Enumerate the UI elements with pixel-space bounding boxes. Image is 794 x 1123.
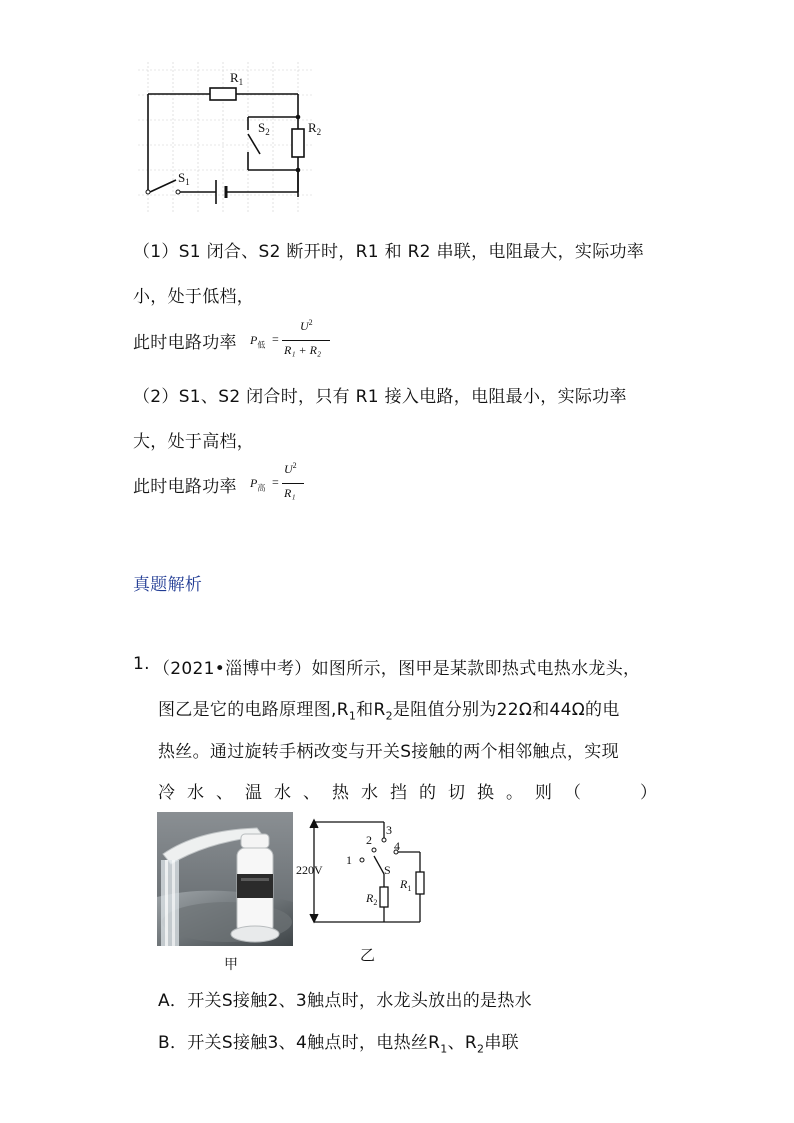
r2-label: R <box>308 120 317 135</box>
question-line4: 冷水、温水、热水挡的切换。则（ <box>158 783 593 803</box>
svg-text:R2: $R_2$ <box>308 120 322 137</box>
resistor-r2 <box>292 129 304 157</box>
figure-label-jia: 甲 <box>224 958 239 973</box>
resistor-r1-circuit2 <box>416 872 424 894</box>
para2-formula-prefix: 此时电路功率 <box>133 477 237 497</box>
formula-low-power: $P_低$ = $U^2$ R₁ + R₂ <box>250 318 340 364</box>
option-a[interactable]: A．开关S接触2、3触点时，水龙头放出的是热水 <box>158 991 532 1011</box>
question-line1: （2021•淄博中考）如图所示，图甲是某款即热式电热水龙头， <box>153 659 641 679</box>
svg-text:R1: $R_1$ <box>400 877 412 893</box>
s2-label: S <box>258 120 266 135</box>
faucet-photo <box>157 812 293 946</box>
svg-text:4: 4 <box>394 839 400 853</box>
para1-line1: （1）S1 闭合、S2 断开时，R1 和 R2 串联，电阻最大，实际功率 <box>133 242 645 262</box>
answer-blank-close: ） <box>640 783 658 803</box>
para1-formula-prefix: 此时电路功率 <box>133 333 237 353</box>
voltage-label: 220V <box>296 863 323 877</box>
question-line3: 热丝。通过旋转手柄改变与开关S接触的两个相邻触点，实现 <box>158 742 619 762</box>
svg-text:S2: $S_2$ <box>258 120 270 137</box>
svg-text:R2: $R_2$ <box>366 891 378 907</box>
switch-s2 <box>248 134 260 154</box>
question-line2: 图乙是它的电路原理图$,R_1$和$R_2$是阻值分别为22Ω和44Ω的电 <box>158 700 620 723</box>
svg-text:3: 3 <box>386 823 392 837</box>
svg-text:2: 2 <box>366 833 372 847</box>
formula-high-power: $P_高$ = $U^2$ R₁ <box>250 461 320 507</box>
r1-label: R <box>230 70 239 85</box>
switch-s-circuit2 <box>374 856 384 874</box>
para2-line2: 大，处于高档， <box>133 432 255 452</box>
para2-line1: （2）S1、S2 闭合时，只有 R1 接入电路，电阻最小，实际功率 <box>133 387 627 407</box>
resistor-r1 <box>210 88 236 100</box>
para1-line2: 小，处于低档， <box>133 287 255 307</box>
switch-s1 <box>150 180 176 192</box>
section-title: 真题解析 <box>133 575 203 595</box>
svg-text:S1: $S_1$ <box>178 170 190 187</box>
s1-label: S <box>178 170 186 185</box>
svg-text:R1: $R_1$ <box>230 70 244 87</box>
svg-text:1: 1 <box>346 853 352 867</box>
circuit-diagram-1 <box>138 62 328 217</box>
question-number: 1. <box>133 654 150 674</box>
figure-label-yi: 乙 <box>360 948 376 964</box>
switch-s-label: S <box>384 863 391 877</box>
resistor-r2-circuit2 <box>380 887 388 907</box>
option-b[interactable]: B．开关S接触3、4触点时，电热丝$R_1$、$R_2$串联 <box>158 1033 519 1056</box>
circuit-diagram-2 <box>296 812 436 938</box>
